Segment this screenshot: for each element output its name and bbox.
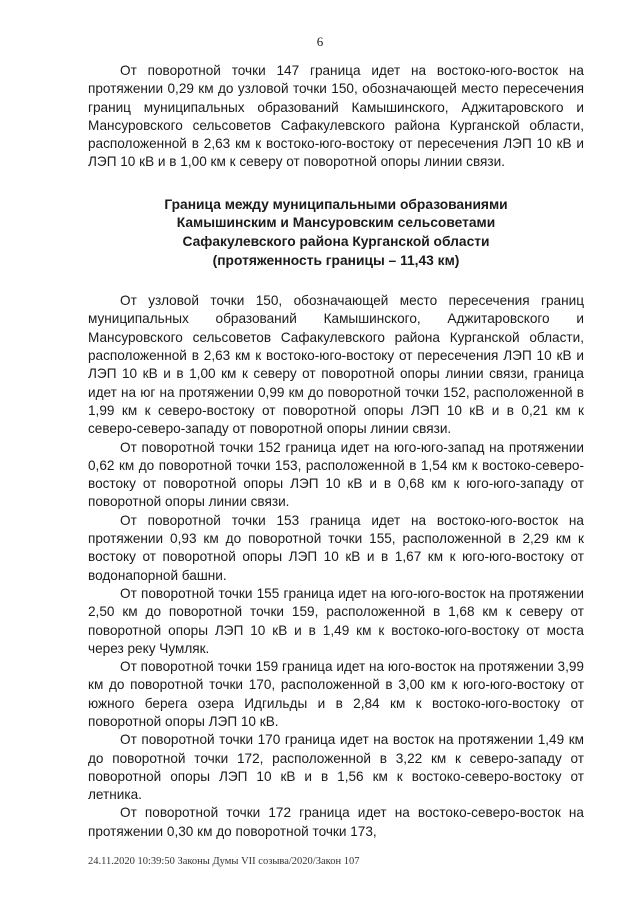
paragraph: От узловой точки 150, обозначающей место пересечения границ муниципальных образований Камышинского, Аджитаровского и Мансуровского сельсоветов Сафакулевского района Курганской области, расположенной в 2,63 км к востоко-юго-востоку от пересечения ЛЭП 10 кВ и ЛЭП 10 кВ и в 1,00 км к северу от поворотной опоры линии связи, граница идет на юг на протяжении 0,99 км до поворотной точки 152, расположенной в 1,99 км к северо-востоку от поворотной опоры ЛЭП 10 кВ и в 0,21 км к северо-северо-западу от поворотной опоры линии связи. <box>88 293 584 437</box>
paragraph: От поворотной точки 172 граница идет на востоко-северо-восток на протяжении 0,30 км до поворотной точки 173, <box>88 805 584 839</box>
paragraph-intro: От поворотной точки 147 граница идет на востоко-юго-восток на протяжении 0,29 км до узловой точки 150, обозначающей место пересечения границ муниципальных образований Камышинского, Аджитаровского и Мансуровского сельсоветов Сафакулевского района Курганской области, расположенной в 2,63 км к востоко-юго-востоку от пересечения ЛЭП 10 кВ и ЛЭП 10 кВ и в 1,00 км к северу от поворотной опоры линии связи. <box>88 63 584 170</box>
document-footer: 24.11.2020 10:39:50 Законы Думы VII созыва/2020/Закон 107 <box>88 856 360 867</box>
heading-line: (протяженность границы – 11,43 км) <box>212 252 460 268</box>
paragraph: От поворотной точки 159 граница идет на юго-восток на протяжении 3,99 км до поворотной точки 170, расположенной в 3,00 км к юго-юго-востоку от южного берега озера Идгильды и в 2,84 км к востоко-юго-востоку от поворотной опоры ЛЭП 10 кВ. <box>88 659 584 729</box>
paragraph: От поворотной точки 170 граница идет на восток на протяжении 1,49 км до поворотной точки 172, расположенной в 3,22 км к северо-западу от поворотной опоры ЛЭП 10 кВ и в 1,56 км к востоко-северо-востоку от летника. <box>88 732 584 803</box>
document-body <box>88 62 584 841</box>
heading-line: Камышинским и Мансуровским сельсоветами <box>176 215 496 231</box>
section-heading <box>88 196 584 270</box>
heading-line: Сафакулевского района Курганской области <box>182 233 490 249</box>
paragraph: От поворотной точки 152 граница идет на юго-юго-запад на протяжении 0,62 км до поворотной точки 153, расположенной в 1,54 км к востоко-северо-востоку от поворотной опоры ЛЭП 10 кВ и в 0,68 км к юго-юго-западу от поворотной опоры линии связи. <box>88 439 584 510</box>
paragraph: От поворотной точки 155 граница идет на юго-юго-восток на протяжении 2,50 км до поворотной точки 159, расположенной в 1,68 км к северу от поворотной опоры ЛЭП 10 кВ и в 1,49 км к востоко-юго-востоку от моста через реку Чумляк. <box>88 585 584 656</box>
heading-line: Граница между муниципальными образованиями <box>164 196 508 212</box>
paragraph: От поворотной точки 153 граница идет на востоко-юго-восток на протяжении 0,93 км до поворотной точки 155, расположенной в 2,29 км к востоку от поворотной опоры ЛЭП 10 кВ и в 1,67 км к юго-юго-востоку от водонапорной башни. <box>88 512 584 583</box>
page-number: 6 <box>316 34 324 49</box>
